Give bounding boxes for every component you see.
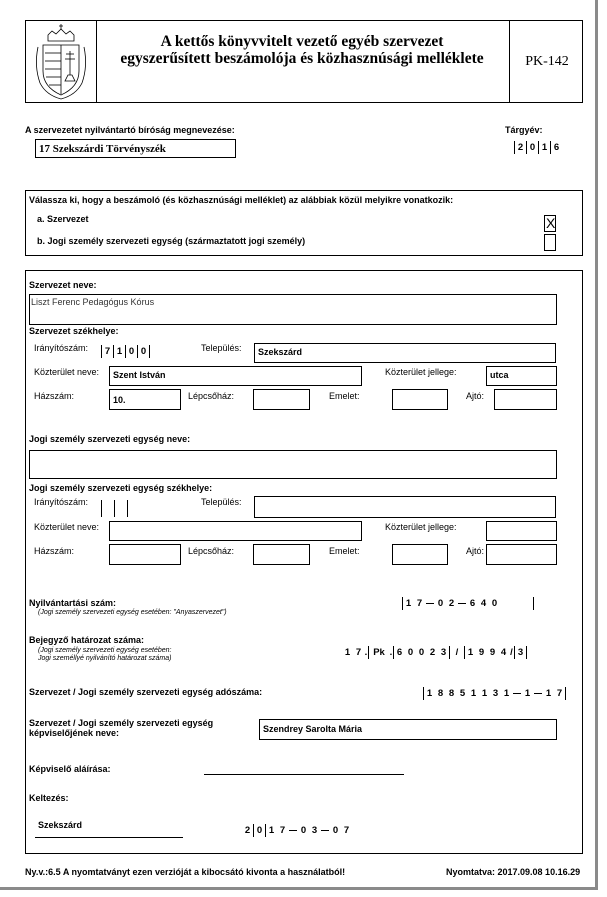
date-digit: 0 [300,825,307,837]
court-value: 17 Szekszárdi Törvényszék [39,143,166,155]
signature-label: Képviselő aláírása: [29,764,111,774]
unit-door-label: Ajtó: [466,546,485,556]
footer-printed: Nyomtatva: 2017.09.08 10.16.29 [446,867,581,877]
decision-digit: 9 [489,647,496,659]
zip-digit: 0 [140,346,147,358]
form-code: PK-142 [525,54,569,69]
unit-street-type-field[interactable] [486,521,557,541]
date-digit: 7 [343,825,350,837]
org-name-value: Liszt Ferenc Pedagógus Kórus [31,297,155,307]
form-title-line2: egyszerűsített beszámolója és közhasznúsági melléklete [120,50,484,67]
form-header [25,20,583,103]
org-floor-label: Emelet: [329,391,360,401]
decision-note-line2: Jogi személlyé nyilvánító határozat száma) [38,655,172,662]
decision-note-line1: (Jogi személy szervezeti egység esetében: [38,647,172,654]
registry-label: Nyilvántartási szám: [29,598,117,608]
org-zip-label: Irányítószám: [34,343,89,353]
year-digit: 0 [529,142,536,154]
org-street-type-field[interactable] [486,366,557,386]
org-zip-field[interactable] [101,345,150,358]
date-label: Keltezés: [29,793,69,803]
court-label: A szervezetet nyilvántartó bíróság megnevezése: [25,125,235,135]
org-door-field[interactable] [494,389,557,410]
tax-digit: 3 [492,688,499,700]
form-code-cell [509,21,584,102]
option-a-label: a. Szervezet [37,214,89,224]
org-street-value: Szent István [113,370,166,380]
unit-city-field[interactable] [254,496,556,518]
tax-digit: 1 [503,688,510,700]
date-digit: 0 [256,825,263,837]
unit-floor-field[interactable] [392,544,448,565]
registry-digit: 1 [405,598,412,610]
unit-house-field[interactable] [109,544,181,565]
registry-digit: 0 [437,598,444,610]
org-street-type-value: utca [490,370,509,380]
rep-label [29,718,213,738]
report-type-section [25,190,583,256]
decision-digit: 0 [407,647,414,659]
tax-digit: 1 [426,688,433,700]
unit-zip-label: Irányítószám: [34,497,89,507]
registry-digit: 4 [480,598,487,610]
rep-name-field[interactable] [259,719,557,740]
registry-digit: 6 [469,598,476,610]
year-label: Tárgyév: [505,125,543,135]
decision-digit: 7 [355,647,362,659]
org-house-value: 10. [113,395,126,405]
unit-seat-label: Jogi személy szervezeti egység székhelye: [29,483,213,493]
decision-label: Bejegyző határozat száma: [29,635,145,645]
decision-digit: 1 [344,647,351,659]
registry-note: (Jogi személy szervezeti egység esetében: "Anyaszervezet") [38,609,227,616]
org-city-value: Szekszárd [258,347,303,357]
unit-house-label: Házszám: [34,546,75,556]
form-title-line1: A kettős könyvvitelt vezető egyéb szervezet [160,33,444,50]
unit-stair-label: Lépcsőház: [188,546,235,556]
org-city-label: Település: [201,343,242,353]
rep-label-line2: képviselőjének neve: [29,728,120,738]
rep-label-line1: Szervezet / Jogi személy szervezeti egység [29,718,214,728]
org-street-field[interactable] [109,366,362,386]
tax-digit: 1 [545,688,552,700]
form-title [97,33,507,67]
date-digit: 3 [311,825,318,837]
organization-section [25,270,583,854]
unit-stair-field[interactable] [253,544,310,565]
tax-label: Szervezet / Jogi személy szervezeti egység adószáma: [29,687,263,697]
court-field[interactable] [35,139,236,158]
tax-digit: 1 [481,688,488,700]
org-street-label: Közterület neve: [34,367,100,377]
date-place: Szekszárd [38,820,83,830]
unit-city-label: Település: [201,497,242,507]
unit-street-label: Közterület neve: [34,522,100,532]
org-floor-field[interactable] [392,389,448,410]
unit-floor-label: Emelet: [329,546,360,556]
org-seat-label: Szervezet székhelye: [29,326,119,336]
decision-digit: 9 [478,647,485,659]
registry-digit: 7 [416,598,423,610]
date-place-line [35,837,183,838]
registry-digit: 2 [448,598,455,610]
option-b-label: b. Jogi személy szervezeti egység (származtatott jogi személy) [37,236,306,246]
tax-digit: 1 [524,688,531,700]
unit-street-field[interactable] [109,521,362,541]
zip-digit: 7 [104,346,111,358]
unit-name-field[interactable] [29,450,557,479]
coat-of-arms-logo [26,21,97,102]
year-field[interactable] [514,141,562,154]
option-a-checkbox[interactable] [544,215,556,232]
year-digit: 6 [553,142,560,154]
tax-digit: 7 [556,688,563,700]
date-digit: 2 [244,825,251,837]
decision-digit: 4 [500,647,507,659]
registry-field[interactable] [402,597,534,610]
date-field[interactable] [242,824,352,837]
date-digit: 1 [268,825,275,837]
unit-door-field[interactable] [486,544,557,565]
decision-digit: 3 [440,647,447,659]
decision-digit: 1 [467,647,474,659]
option-a-mark: X [546,215,556,231]
year-digit: 2 [517,142,524,154]
decision-digit: 3 [517,647,524,659]
signature-line[interactable] [204,774,404,775]
tax-field[interactable] [423,687,566,700]
option-b-checkbox[interactable] [544,234,556,251]
org-street-type-label: Közterület jellege: [385,367,457,377]
zip-digit: 1 [116,346,123,358]
org-door-label: Ajtó: [466,391,485,401]
decision-digit: 6 [396,647,403,659]
org-house-label: Házszám: [34,391,75,401]
org-house-field[interactable] [109,389,181,410]
org-stair-label: Lépcsőház: [188,391,235,401]
org-city-field[interactable] [254,343,556,363]
tax-digit: 5 [459,688,466,700]
year-digit: 1 [541,142,548,154]
date-digit: 7 [279,825,286,837]
unit-name-label: Jogi személy szervezeti egység neve: [29,434,191,444]
tax-digit: 8 [437,688,444,700]
decision-digit: 0 [418,647,425,659]
decision-pk: Pk [373,647,385,659]
tax-digit: 1 [470,688,477,700]
org-name-label: Szervezet neve: [29,280,97,290]
rep-name-value: Szendrey Sarolta Mária [263,724,363,734]
report-type-question: Válassza ki, hogy a beszámoló (és közhasznúsági melléklet) az alábbiak közül melyikre vonatkozik: [29,195,454,205]
unit-zip-field[interactable] [101,500,128,517]
unit-street-type-label: Közterület jellege: [385,522,457,532]
date-digit: 0 [332,825,339,837]
org-name-field[interactable] [29,294,557,325]
org-stair-field[interactable] [253,389,310,410]
footer-version: Ny.v.:6.5 A nyomtatványt ezen verzióját a kibocsátó kivonta a használatból! [25,867,346,877]
zip-digit: 0 [128,346,135,358]
decision-digit: 2 [429,647,436,659]
registry-digit: 0 [491,598,498,610]
tax-digit: 8 [448,688,455,700]
decision-field[interactable]: 1 7 . Pk . 6 0 0 2 3 / 1 9 9 4 / 3 [342,646,527,659]
